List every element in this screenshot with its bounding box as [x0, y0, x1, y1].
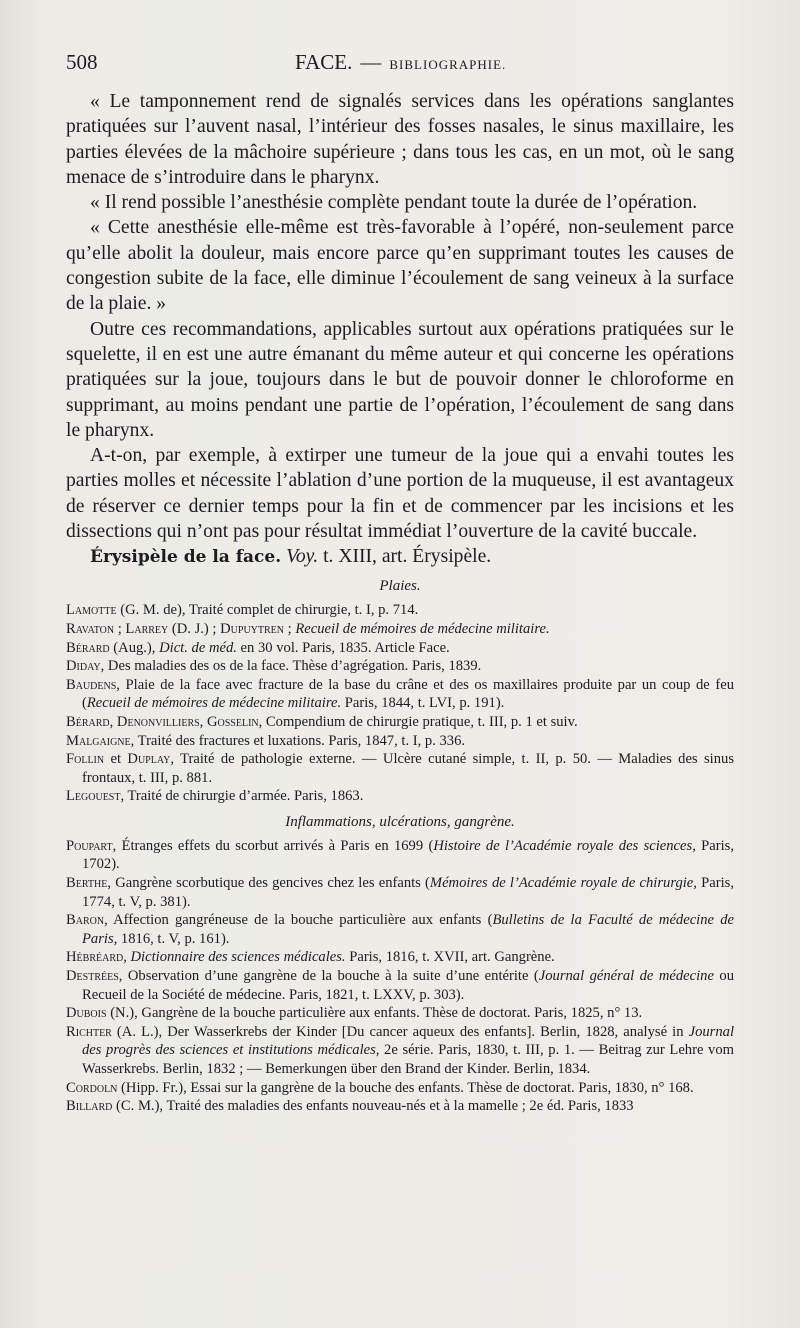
reference-list: [66, 837, 734, 1116]
reference-ital2: Recueil de mémoires de médecine militaire.: [295, 620, 550, 637]
reference-author: Legouest: [66, 788, 121, 805]
reference-entry: [66, 1097, 734, 1116]
reference-ital: Journal général de médecine: [538, 968, 714, 985]
reference-author2: Duplay: [127, 751, 171, 768]
reference-entry: [66, 657, 734, 676]
reference-pre: , Étranges effets du scorbut arrivés à Paris en 1699 (: [112, 837, 434, 854]
reference-author: Billard: [66, 1098, 113, 1115]
reference-entry: [66, 639, 734, 658]
reference-author: Lamotte: [66, 602, 117, 619]
reference-author: Diday: [66, 658, 101, 675]
reference-author: Destrées: [66, 968, 119, 985]
reference-pre: , Compendium de chirurgie pratique, t. III, p. 1 et suiv.: [258, 713, 578, 730]
reference-post: Paris, 1844, t. LVI, p. 191).: [341, 695, 505, 712]
reference-entry: [66, 874, 734, 911]
reference-ital: Journal des progrès des sciences et institutions médicales,: [82, 1023, 734, 1059]
erysipele-heading: Érysipèle de la face.: [90, 547, 282, 568]
section-heading: Plaies.: [379, 578, 421, 595]
reference-entry: [66, 1004, 734, 1023]
reference-author: Poupart: [66, 837, 113, 854]
reference-ital: Bulletins de la Faculté de médecine de Paris,: [82, 912, 734, 947]
reference-pre: , Observation d’une gangrène de la bouche à la suite d’une entérite (: [118, 968, 539, 985]
section-heading: Inflammations, ulcérations, gangrène.: [285, 813, 515, 830]
reference-ital: Histoire de l’Académie royale des sciences,: [433, 837, 696, 854]
reference-post: 1816, t. V, p. 161).: [117, 930, 230, 947]
reference-author: Cordoln: [66, 1079, 118, 1096]
reference-pre: et: [104, 751, 128, 768]
reference-entry: [66, 1023, 734, 1079]
reference-entry: [66, 732, 734, 751]
erysipele-cross-reference: [66, 544, 734, 570]
reference-author: Ravaton ; Larrey: [66, 620, 169, 637]
reference-ital: Dictionnaire des sciences médicales.: [130, 949, 346, 966]
reference-author: Bérard, Denonvilliers, Gosselin: [66, 713, 259, 730]
erysipele-ref: t. XIII, art. Érysipèle.: [323, 546, 492, 568]
reference-post: Paris, 1816, t. XVII, art. Gangrène.: [345, 949, 555, 966]
reference-pre: (Aug.),: [109, 639, 160, 656]
reference-post: 2e série. Paris, 1830, t. III, p. 1. — Beitrag zur Lehre vom Wasserkrebs. Berlin, 1832 ; — Bemerkungen über den Brand der Kinder. Berlin, 1834.: [82, 1042, 734, 1077]
reference-pre: (Hipp. Fr.), Essai sur la gangrène de la bouche des enfants. Thèse de doctorat. Paris, 1830, n° 168.: [117, 1079, 694, 1096]
reference-author: Dubois: [66, 1005, 107, 1022]
reference-entry: [66, 948, 734, 967]
page-header: [66, 50, 734, 75]
reference-entry: [66, 1079, 734, 1098]
paragraph: « Il rend possible l’anesthésie complète pendant toute la durée de l’opération.: [90, 192, 698, 214]
page-number: 508: [66, 50, 98, 74]
reference-author: Follin: [66, 751, 105, 768]
reference-pre: (A. L.), Der Wasserkrebs der Kinder [Du cancer aqueux des enfants]. Berlin, 1828, analysé in: [111, 1023, 689, 1040]
reference-entry: [66, 620, 734, 639]
reference-author: Malgaigne: [66, 732, 131, 749]
reference-entry: [66, 787, 734, 806]
reference-pre: , Des maladies des os de la face. Thèse d’agrégation. Paris, 1839.: [100, 658, 482, 675]
reference-pre: (C. M.), Traité des maladies des enfants nouveau-nés et à la mamelle ; 2e éd. Paris, 1833: [112, 1098, 634, 1115]
voy-label: Voy.: [286, 546, 319, 568]
reference-post: en 30 vol. Paris, 1835. Article Face.: [236, 639, 450, 656]
reference-author: Richter: [66, 1023, 112, 1040]
reference-ital: Dict. de méd.: [159, 639, 237, 656]
reference-entry: [66, 967, 734, 1004]
reference-pre: (G. M. de), Traité complet de chirurgie, t. I, p. 714.: [116, 602, 419, 619]
reference-entry: [66, 713, 734, 732]
reference-post: Paris, 1702).: [82, 837, 734, 873]
reference-author: Hébréard: [66, 949, 124, 966]
bibliography: [66, 578, 734, 1115]
reference-pre: (N.), Gangrène de la bouche particulière aux enfants. Thèse de doctorat. Paris, 1825, n° 13.: [106, 1005, 643, 1022]
reference-pre: , Affection gangréneuse de la bouche particulière aux enfants (: [104, 912, 493, 929]
reference-entry: [66, 837, 734, 874]
reference-entry: [66, 750, 734, 787]
reference-author: Berthe: [66, 875, 108, 892]
reference-entry: [66, 601, 734, 620]
reference-author: Baudens: [66, 676, 117, 693]
reference-author2: Dupuytren: [220, 620, 285, 637]
running-title: FACE.: [295, 50, 353, 74]
reference-pre: , Gangrène scorbutique des gencives chez les enfants (: [107, 875, 430, 892]
reference-ital: Recueil de mémoires de médecine militaire.: [86, 695, 342, 712]
reference-entry: [66, 911, 734, 948]
paragraph: « Le tamponnement rend de signalés services dans les opérations sanglantes pratiquées sur l’auvent nasal, l’intérieur des fosses nasales, le sinus maxillaire, les parties élevées de la mâchoire supérieure ; dans tous les cas, en un mot, où le sang menace de s’introduire dans le pharynx.: [66, 91, 734, 188]
body-text: [66, 89, 734, 544]
reference-entry: [66, 676, 734, 713]
reference-pre2: ;: [284, 620, 296, 637]
reference-post: Paris, 1774, t. V, p. 381).: [82, 875, 734, 910]
reference-pre: , Traité des fractures et luxations. Paris, 1847, t. I, p. 336.: [130, 732, 466, 749]
running-subtitle: BIBLIOGRAPHIE.: [389, 57, 507, 72]
reference-pre: (D. J.) ;: [168, 620, 221, 637]
reference-post: ou Recueil de la Société de médecine. Paris, 1821, t. LXXV, p. 303).: [82, 968, 734, 1003]
reference-pre: , Traité de chirurgie d’armée. Paris, 1863.: [120, 788, 364, 805]
reference-pre2: , Traité de pathologie externe. — Ulcère cutané simple, t. II, p. 50. — Maladies des sinus frontaux, t. III, p. 881.: [82, 751, 734, 786]
paragraph: A-t-on, par exemple, à extirper une tumeur de la joue qui a envahi toutes les parties molles et nécessite l’ablation d’une portion de la muqueuse, il est avantageux de réserver ce dernier temps pour la fin et de commencer par les incisions et les dissections qui n’ont pas pour résultat immédiat l’ouverture de la cavité buccale.: [66, 445, 734, 543]
reference-list: [66, 601, 734, 806]
reference-pre: , Plaie de la face avec fracture de la base du crâne et des os maxillaires produite par un coup de feu (: [82, 676, 734, 712]
reference-author: Bérard: [66, 639, 110, 656]
paragraph: « Cette anesthésie elle-même est très-favorable à l’opéré, non-seulement parce qu’elle abolit la douleur, mais encore parce qu’en supprimant toutes les causes de congestion subite de la face, elle diminue l’écoulement de sang veineux à la surface de la plaie. »: [66, 217, 734, 315]
reference-ital: Mémoires de l’Académie royale de chirurgie,: [429, 875, 697, 892]
reference-pre: ,: [123, 949, 131, 966]
paragraph: Outre ces recommandations, applicables surtout aux opérations pratiquées sur le squelette, il en est une autre émanant du même auteur et qui concerne les opérations pratiquées sur la joue, toujours dans le but de pouvoir donner le chloroforme en supprimant, au moins pendant une partie de l’opération, l’écoulement de sang dans le pharynx.: [66, 318, 734, 441]
reference-author: Baron: [66, 912, 105, 929]
header-separator: —: [360, 50, 382, 74]
